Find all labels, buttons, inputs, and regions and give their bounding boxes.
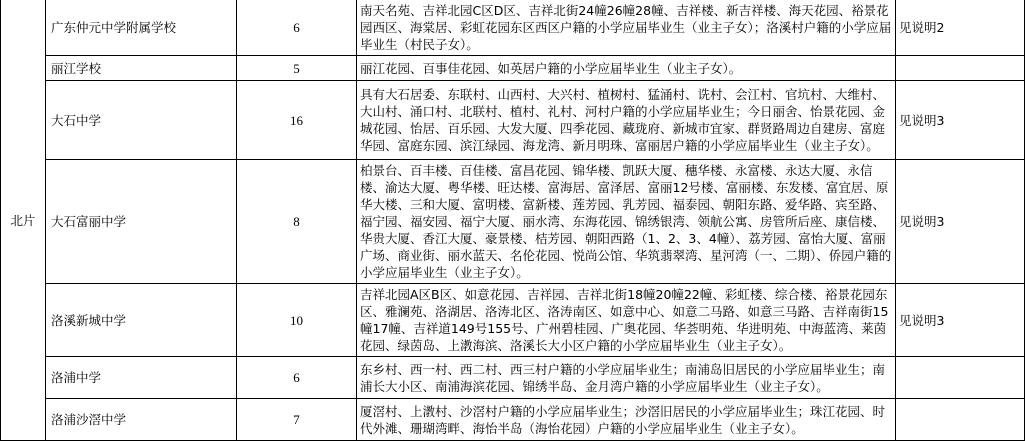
enrollment-scope: 吉祥北园A区B区、如意花园、吉祥园、吉祥北街18幢20幢22幢、彩虹楼、综合楼、裕景花园东区、雅澜苑、洛湖居、洛涛北区、洛涛南区、如意中心、如意二马路、如意三马路、吉祥南街15幢17幢、吉祥道149号155号、广州碧桂园、广奥花园、华荟明苑、华进明苑、中海蓝湾、莱茵花园、绿茵岛、上漖海滨、洛溪长大小区户籍的小学应届毕业生（业主子女）。 [357, 284, 896, 357]
enrollment-scope: 厦滘村、上漖村、沙滘村户籍的小学应届毕业生；沙滘旧居民的小学应届毕业生；珠江花园、时代外滩、珊瑚湾畔、海怡半岛（海怡花园）户籍的小学应届毕业生（业主子女）。 [357, 399, 896, 441]
enrollment-count: 6 [237, 357, 357, 399]
school-name: 丽江学校 [46, 56, 237, 81]
enrollment-scope: 具有大石居委、东联村、山西村、大兴村、植树村、猛涌村、诜村、会江村、官坑村、大维村、大山村、涌口村、北联村、植村、礼村、河村户籍的小学应届毕业生；今日丽舍、怡景花园、金城花园、怡居、百乐园、大发大厦、四季花园、藏珑府、新城市宜家、群贤路周边自建房、富庭华园、富庭东园、滨江绿园、海龙湾、新月明珠、富丽居户籍的小学应届毕业生（业主子女）。 [357, 81, 896, 160]
enrollment-count: 16 [237, 81, 357, 160]
enrollment-scope: 南天名苑、吉祥北园C区D区、吉祥北街24幢26幢28幢、吉祥楼、新吉祥楼、海天花园、裕景花园西区、海棠居、彩虹花园东区西区户籍的小学应届毕业生（业主子女）；洛溪村户籍的小学应届毕业生（村民子女）。 [357, 0, 896, 56]
note-cell: 见说明3 [896, 81, 1025, 160]
table-row [1, 284, 1025, 357]
table-row [1, 0, 1025, 56]
school-name: 广东仲元中学附属学校 [46, 0, 237, 56]
table-row [1, 160, 1025, 284]
enrollment-scope: 丽江花园、百事佳花园、如英居户籍的小学应届毕业生（业主子女）。 [357, 56, 896, 81]
school-name: 大石富丽中学 [46, 160, 237, 284]
enrollment-scope: 柏景台、百丰楼、百佳楼、富昌花园、锦华楼、凯跃大厦、穗华楼、永富楼、永达大厦、永信楼、渝达大厦、粤华楼、旺达楼、富海居、富泽居、富丽12号楼、富丽楼、东发楼、富宜居、原华大楼、三和大厦、富明楼、富新楼、莲芳园、乳芳园、福泰园、朝阳东路、爱华路、宾至路、福宁园、福安园、福宁大厦、丽水湾、东海花园、锦绣银湾、领航公寓、房管所后座、康信楼、华贵大厦、香江大厦、豪景楼、桔芳园、朝阳西路（1、2、3、4幢）、荔芳园、富怡大厦、富丽广场、商业街、丽水蓝天、名伦花园、悦尚公馆、华筑翡翠湾、星河湾（一、二期）、侨园户籍的小学应届毕业生（业主子女）。 [357, 160, 896, 284]
school-name: 洛溪新城中学 [46, 284, 237, 357]
enrollment-scope: 东乡村、西一村、西二村、西三村户籍的小学应届毕业生；南浦岛旧居民的小学应届毕业生；南浦长大小区、南浦海滨花园、锦绣半岛、金月湾户籍的小学应届毕业生（业主子女）。 [357, 357, 896, 399]
note-cell: 见说明2 [896, 0, 1025, 56]
note-cell [896, 357, 1025, 399]
table-row [1, 357, 1025, 399]
enrollment-count: 10 [237, 284, 357, 357]
school-name: 洛浦中学 [46, 357, 237, 399]
school-name: 洛浦沙滘中学 [46, 399, 237, 441]
enrollment-count: 5 [237, 56, 357, 81]
note-cell: 见说明3 [896, 160, 1025, 284]
school-name: 大石中学 [46, 81, 237, 160]
table-row [1, 81, 1025, 160]
table-row [1, 56, 1025, 81]
table-row [1, 399, 1025, 441]
area-cell: 北片 [1, 0, 46, 441]
enrollment-count: 6 [237, 0, 357, 56]
note-cell: 见说明3 [896, 284, 1025, 357]
enrollment-count: 8 [237, 160, 357, 284]
enrollment-count: 7 [237, 399, 357, 441]
note-cell [896, 399, 1025, 441]
note-cell [896, 56, 1025, 81]
